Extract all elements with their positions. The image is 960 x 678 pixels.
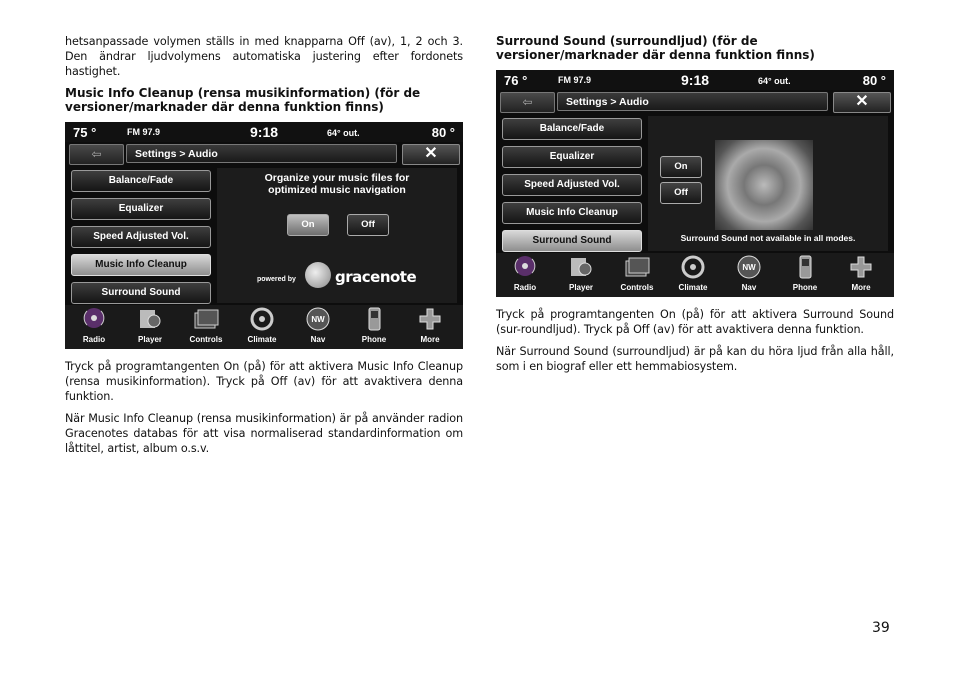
close-button[interactable] [833, 92, 891, 113]
title-bar [500, 92, 890, 112]
dock-radio[interactable]: Radio [498, 255, 552, 292]
audio-menu [502, 118, 642, 258]
dock-climate[interactable]: Climate [666, 255, 720, 292]
music-info-paragraph-1: Tryck på programtangenten On (på) för att aktivera Music Info Cleanup (rensa musikinformation). Tryck på Off (av) för att avaktivera denna funktion. [65, 360, 463, 403]
player-icon [137, 307, 163, 331]
back-arrow-icon: ⇦ [91, 147, 102, 161]
powered-by-label: powered by [257, 276, 296, 283]
more-icon [417, 307, 443, 331]
left-column [65, 34, 463, 463]
dock-phone[interactable]: Phone [778, 255, 832, 292]
close-icon: ✕ [424, 145, 438, 162]
menu-speed-adjusted-vol[interactable]: Speed Adjusted Vol. [71, 226, 211, 248]
menu-speed-adjusted-vol[interactable]: Speed Adjusted Vol. [502, 174, 642, 196]
dock-more[interactable]: More [403, 307, 457, 344]
more-icon [848, 255, 874, 279]
climate-icon [680, 255, 706, 279]
menu-balance-fade[interactable]: Balance/Fade [71, 170, 211, 192]
phone-icon [792, 255, 818, 279]
status-bar [65, 122, 463, 142]
dock-phone[interactable]: Phone [347, 307, 401, 344]
off-button[interactable]: Off [660, 182, 702, 204]
radio-icon [81, 307, 107, 331]
svg-text:NW: NW [311, 315, 325, 324]
dock-controls[interactable]: Controls [610, 255, 664, 292]
svg-text:NW: NW [742, 263, 756, 272]
surround-heading: Surround Sound (surroundljud) (för de versioner/marknader där denna funktion finns) [496, 34, 815, 62]
surround-screen [496, 70, 894, 297]
temp-right: 80 ° [431, 125, 455, 140]
back-button[interactable] [500, 92, 555, 113]
surround-note: Surround Sound not available in all modes. [680, 233, 856, 243]
radio-icon [512, 255, 538, 279]
menu-surround-sound[interactable]: Surround Sound [502, 230, 642, 252]
menu-balance-fade[interactable]: Balance/Fade [502, 118, 642, 140]
breadcrumb: Settings > Audio [126, 144, 397, 163]
controls-icon [624, 255, 650, 279]
menu-equalizer[interactable]: Equalizer [71, 198, 211, 220]
close-button[interactable] [402, 144, 460, 165]
temp-left: 75 ° [73, 125, 97, 140]
dock-nav[interactable]: NW Nav [291, 307, 345, 344]
radio-station: FM 97.9 [558, 75, 592, 85]
dock [65, 305, 463, 349]
temp-right: 80 ° [862, 73, 886, 88]
dock-nav[interactable]: NW Nav [722, 255, 776, 292]
menu-music-info-cleanup[interactable]: Music Info Cleanup [71, 254, 211, 276]
music-info-heading: Music Info Cleanup (rensa musikinformation) (för de versioner/marknader där denna funktion finns) [65, 86, 421, 114]
off-button[interactable]: Off [347, 214, 389, 236]
back-button[interactable] [69, 144, 124, 165]
dock-player[interactable]: Player [554, 255, 608, 292]
dock-climate[interactable]: Climate [235, 307, 289, 344]
nav-icon [736, 255, 762, 279]
music-info-paragraph-2: När Music Info Cleanup (rensa musikinformation) är på använder radion Gracenotes databas för att visa normaliserad standardinformation om låttitel, artist, album o.s.v. [65, 412, 463, 455]
gracenote-logo-icon [305, 262, 331, 288]
right-column [496, 34, 894, 381]
player-icon [568, 255, 594, 279]
status-bar [496, 70, 894, 90]
breadcrumb: Settings > Audio [557, 92, 828, 111]
menu-surround-sound[interactable]: Surround Sound [71, 282, 211, 304]
intro-paragraph: hetsanpassade volymen ställs in med knapparna Off (av), 1, 2 och 3. Den ändrar ljudvolymens automatiska justering efter fordonets hastighet. [65, 35, 463, 78]
surround-paragraph-1: Tryck på programtangenten On (på) för att aktivera Surround Sound (sur-roundljud). Tryck på Off (av) för att avaktivera denna funktion. [496, 308, 894, 336]
climate-icon [249, 307, 275, 331]
nav-icon [305, 307, 331, 331]
surround-speaker-image [715, 140, 813, 230]
settings-panel [217, 168, 457, 303]
dock [496, 253, 894, 297]
audio-menu [71, 170, 211, 310]
radio-station: FM 97.9 [127, 127, 161, 137]
phone-icon [361, 307, 387, 331]
dock-radio[interactable]: Radio [67, 307, 121, 344]
back-arrow-icon: ⇦ [522, 95, 533, 109]
gracenote-logo-text: gracenote [335, 268, 417, 286]
clock: 9:18 [250, 124, 279, 140]
close-icon: ✕ [855, 93, 869, 110]
temp-left: 76 ° [504, 73, 528, 88]
dock-more[interactable]: More [834, 255, 888, 292]
panel-message: Organize your music files for optimized music navigation [264, 172, 410, 196]
title-bar [69, 144, 459, 164]
page-number: 39 [872, 620, 890, 636]
music-info-screen [65, 122, 463, 349]
outside-temp: 64° out. [758, 76, 791, 86]
menu-music-info-cleanup[interactable]: Music Info Cleanup [502, 202, 642, 224]
controls-icon [193, 307, 219, 331]
outside-temp: 64° out. [327, 128, 360, 138]
surround-paragraph-2: När Surround Sound (surroundljud) är på kan du höra ljud från alla håll, som i en biograf eller ett hemmabiosystem. [496, 345, 894, 373]
on-button[interactable]: On [287, 214, 329, 236]
menu-equalizer[interactable]: Equalizer [502, 146, 642, 168]
clock: 9:18 [681, 72, 710, 88]
dock-player[interactable]: Player [123, 307, 177, 344]
dock-controls[interactable]: Controls [179, 307, 233, 344]
on-button[interactable]: On [660, 156, 702, 178]
gracenote-logo [305, 262, 415, 292]
settings-panel [648, 116, 888, 251]
